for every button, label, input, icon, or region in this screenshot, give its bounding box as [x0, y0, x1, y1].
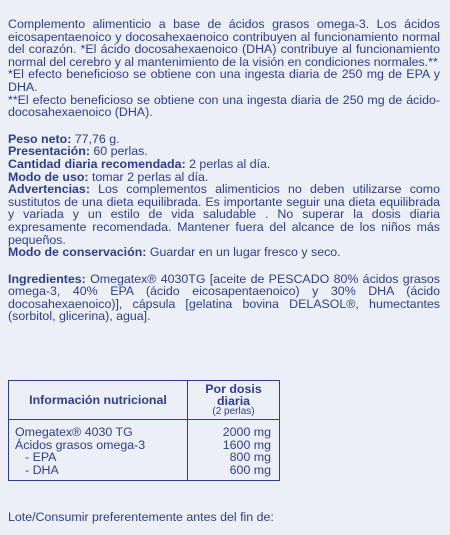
- header-nutrition-info: Información nutricional: [9, 381, 188, 420]
- nutrition-table-header: [9, 381, 280, 420]
- nutrient-name: - EPA: [25, 450, 57, 464]
- spec-label: Presentación:: [8, 144, 90, 159]
- spec-label: Modo de conservación:: [8, 245, 147, 260]
- footnote-dha: **El efecto beneficioso se obtiene con una ingesta diaria de 250 mg de ácido-docosahexaenoico (DHA).: [8, 92, 440, 120]
- intro-text-block: [8, 18, 440, 119]
- nutrition-table: [8, 380, 280, 481]
- ingredients-value: Omegatex® 4030TG [aceite de PESCADO 80% ácidos grasos omega-3, 40% EPA (ácido eicosapentaenoico) y 30% DHA (ácido docosahexaenoico)], cápsula [gelatina bovina DELASOL®, humectantes (sorbitol, glicerina), agua].: [8, 271, 440, 324]
- spec-value: Los complementos alimenticios no deben utilizarse como sustitutos de una dieta equilibrada. Es importante seguir una dieta equilibrada y variada y un estilo de vida saludable . No superar la dosis diaria expresamente recomendada. Mantener fuera del alcance de los niños más pequeños.: [8, 182, 440, 247]
- header-dose-unit: (2 perlas): [212, 406, 255, 418]
- nutrient-value: 800 mg: [229, 450, 271, 464]
- intro-paragraph: Complemento alimenticio a base de ácidos grasos omega-3. Los ácidos eicosapentaenoico y docosahexaenoico contribuyen al funcionamiento normal del corazón. *El ácido docosahexaenoico (DHA) contribuye al funcionamiento normal del cerebro y al mantenimiento de la visión en condiciones normales.**: [8, 17, 440, 69]
- spec-label: Modo de uso:: [8, 169, 89, 184]
- spec-value: Guardar en un lugar fresco y seco.: [146, 245, 341, 260]
- spec-value: 60 perlas.: [89, 144, 148, 159]
- ingredients-text: [8, 273, 440, 323]
- product-specs: [8, 133, 440, 259]
- footnote-epa-dha: *El efecto beneficioso se obtiene con una ingesta diaria de 250 mg de EPA y DHA.: [8, 67, 440, 94]
- spec-value: tomar 2 perlas al día.: [88, 169, 209, 184]
- nutrition-table-body: [9, 420, 280, 481]
- spec-modo-conservacion: [8, 246, 440, 259]
- nutrient-values: [188, 420, 280, 481]
- spec-value: 2 perlas al día.: [185, 156, 271, 171]
- nutrient-value: 2000 mg: [222, 425, 271, 439]
- nutrient-name: Omegatex® 4030 TG: [15, 425, 133, 439]
- ingredients-label: Ingredientes:: [8, 271, 86, 286]
- nutrient-name: Ácidos grasos omega-3: [15, 437, 146, 452]
- spec-label: Peso neto:: [8, 131, 72, 146]
- nutrient-value: 600 mg: [229, 462, 271, 477]
- spec-label: Cantidad diaria recomendada:: [8, 156, 186, 171]
- spec-value: 77,76 g.: [71, 131, 120, 146]
- header-per-daily-dose: [188, 381, 280, 420]
- spec-advertencias: [8, 183, 440, 246]
- header-per-daily-dose-label: Por dosis diaria: [205, 381, 262, 408]
- lot-expiry-text: Lote/Consumir preferentemente antes del fin de:: [8, 510, 274, 524]
- nutrient-value: 1600 mg: [222, 437, 271, 452]
- spec-label: Advertencias:: [8, 182, 90, 197]
- nutrient-names: [9, 420, 188, 481]
- ingredients-block: [8, 273, 440, 323]
- nutrient-name: - DHA: [25, 462, 59, 477]
